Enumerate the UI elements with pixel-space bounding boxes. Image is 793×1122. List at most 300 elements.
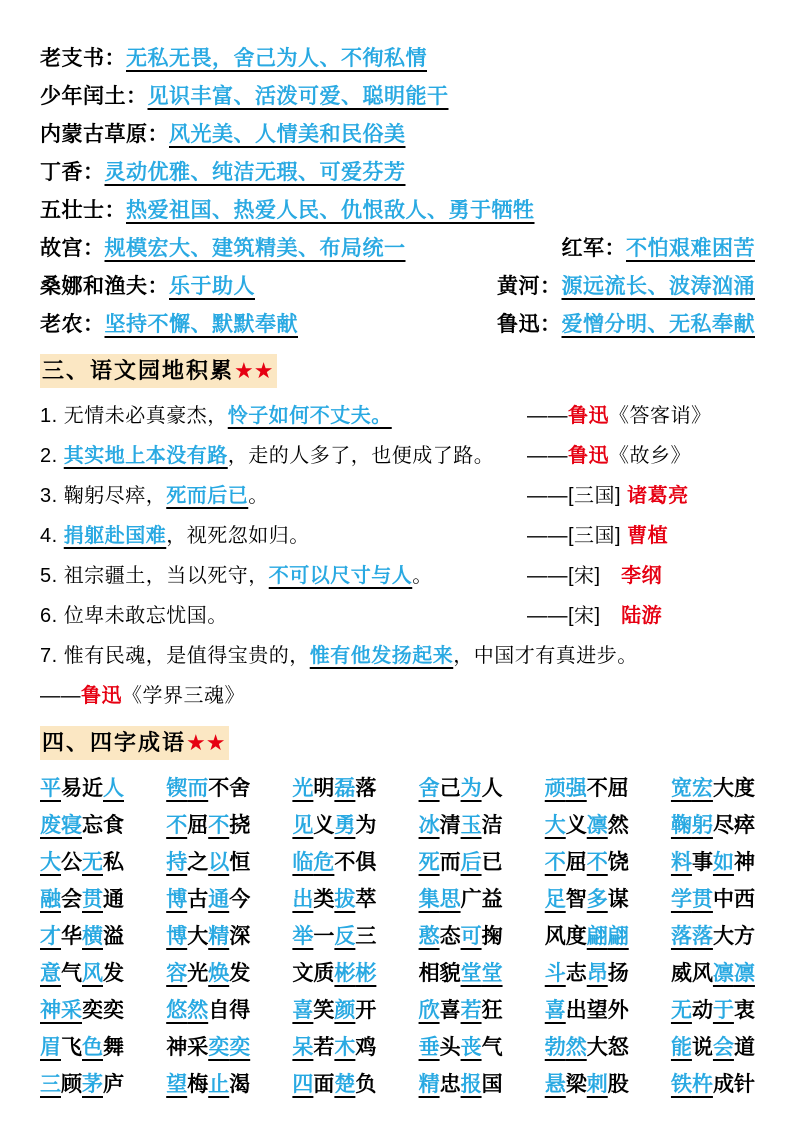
trait-pair — [40, 192, 535, 230]
idiom-char: 恒 — [229, 851, 251, 874]
idiom-char: 焕 — [208, 962, 230, 985]
idiom-char: 不 — [334, 851, 356, 874]
idiom-char: 屈 — [607, 777, 629, 800]
idiom-char: 丧 — [460, 1036, 482, 1059]
idiom-char: 私 — [103, 851, 124, 874]
idiom-char: 神 — [166, 1036, 188, 1059]
idioms-grid — [40, 770, 755, 1103]
quote-plain: 。 — [412, 565, 433, 587]
idiom-row — [40, 770, 755, 807]
trait-value: 见识丰富、活泼可爱、聪明能干 — [147, 85, 449, 108]
idiom — [671, 955, 755, 992]
trait-pair — [497, 268, 755, 306]
idiom-char: 翩 — [607, 925, 629, 948]
quote-row — [40, 636, 755, 676]
idiom-char: 面 — [313, 1073, 335, 1096]
trait-label: 五壮士： — [40, 199, 126, 222]
idiom-char: 才 — [40, 925, 61, 948]
idiom-char: 报 — [460, 1073, 482, 1096]
idiom-char: 集 — [418, 888, 440, 911]
idiom-char: 俱 — [355, 851, 377, 874]
idiom-char: 梅 — [187, 1073, 209, 1096]
idiom-char: 尽 — [712, 814, 734, 837]
idiom — [40, 1066, 124, 1103]
idiom-char: 己 — [439, 777, 461, 800]
trait-value: 爱憎分明、无私奉献 — [561, 313, 755, 336]
idiom-char: 躬 — [691, 814, 713, 837]
idiom-char: 事 — [691, 851, 713, 874]
trait-pair — [40, 230, 406, 268]
quote-plain: 4. — [40, 525, 64, 547]
quote-row — [40, 596, 755, 636]
attribution-prefix: —— — [527, 405, 568, 427]
idiom-char: 舞 — [103, 1036, 124, 1059]
idiom — [292, 807, 376, 844]
idiom-char: 平 — [40, 777, 61, 800]
idiom-char: 止 — [208, 1073, 230, 1096]
idiom — [671, 1029, 755, 1066]
idiom-char: 奕 — [103, 999, 124, 1022]
idiom — [671, 844, 755, 881]
trait-row — [40, 116, 755, 154]
idiom — [419, 881, 503, 918]
idiom-char: 气 — [61, 962, 82, 985]
idiom — [545, 807, 629, 844]
idiom — [40, 955, 124, 992]
idiom-char: 喜 — [439, 999, 461, 1022]
idiom-char: 喜 — [292, 999, 314, 1022]
idiom-char: 今 — [229, 888, 251, 911]
idiom-char: 落 — [670, 925, 692, 948]
quote-plain: 3. 鞠躬尽瘁， — [40, 485, 167, 507]
idiom-char: 锲 — [166, 777, 188, 800]
idiom-char: 不 — [208, 777, 230, 800]
idiom — [166, 1066, 250, 1103]
idiom-char: 凛 — [586, 814, 608, 837]
idiom-char: 容 — [166, 962, 188, 985]
quotes-section — [40, 396, 755, 676]
idiom-char: 大 — [544, 814, 566, 837]
quote-text — [40, 516, 527, 556]
trait-value: 源远流长、波涛汹涌 — [561, 275, 755, 298]
idiom — [40, 807, 124, 844]
idiom-char: 然 — [565, 1036, 587, 1059]
idiom-char: 拔 — [334, 888, 356, 911]
idiom-char: 昂 — [586, 962, 608, 985]
trait-row — [40, 230, 755, 268]
idiom-char: 负 — [355, 1073, 377, 1096]
idiom-char: 梁 — [565, 1073, 587, 1096]
idiom-char: 顾 — [61, 1073, 82, 1096]
quote-attribution — [527, 556, 755, 596]
idiom-char: 屈 — [565, 851, 587, 874]
idiom-char: 翩 — [586, 925, 608, 948]
idiom-char: 明 — [313, 777, 335, 800]
idiom — [671, 1066, 755, 1103]
idiom-char: 三 — [40, 1073, 61, 1096]
trait-label: 丁香： — [40, 161, 105, 184]
quote-highlight: 其实地上本没有路 — [63, 445, 228, 467]
idiom-char: 风 — [691, 962, 713, 985]
idiom-char: 欣 — [418, 999, 440, 1022]
idiom-char: 奕 — [229, 1036, 251, 1059]
idiom-char: 贯 — [691, 888, 713, 911]
idiom-char: 而 — [439, 851, 461, 874]
trait-pair — [40, 306, 298, 344]
quote-attribution — [527, 476, 755, 516]
idiom — [671, 918, 755, 955]
idiom-char: 反 — [334, 925, 356, 948]
idiom-char: 自 — [208, 999, 230, 1022]
idiom-char: 成 — [712, 1073, 734, 1096]
idiom-char: 谋 — [607, 888, 629, 911]
idiom — [40, 770, 124, 807]
idiom-char: 国 — [481, 1073, 503, 1096]
idiom-char: 清 — [439, 814, 461, 837]
idiom — [671, 992, 755, 1029]
idiom-char: 志 — [565, 962, 587, 985]
idiom-char: 华 — [61, 925, 82, 948]
idiom-char: 四 — [292, 1073, 314, 1096]
idiom-char: 博 — [166, 925, 188, 948]
idiom-char: 扬 — [607, 962, 629, 985]
idiom-char: 无 — [670, 999, 692, 1022]
trait-pair — [562, 230, 756, 268]
trait-row — [40, 268, 755, 306]
idiom-char: 忘 — [82, 814, 103, 837]
idiom-char: 如 — [712, 851, 734, 874]
idiom-char: 已 — [481, 851, 503, 874]
idiom-char: 为 — [355, 814, 377, 837]
idiom — [292, 1029, 376, 1066]
idiom-row — [40, 844, 755, 881]
section4-header — [40, 726, 229, 760]
trait-value: 不怕艰难困苦 — [626, 237, 755, 260]
idiom-char: 神 — [733, 851, 755, 874]
closing-attribution — [40, 676, 755, 716]
idiom-char: 勃 — [544, 1036, 566, 1059]
idiom-char: 无 — [82, 851, 103, 874]
idiom-char: 庐 — [103, 1073, 124, 1096]
idiom-char: 横 — [82, 925, 103, 948]
idiom — [545, 955, 629, 992]
attribution-prefix: ——[三国] — [527, 525, 628, 547]
idiom-char: 精 — [208, 925, 230, 948]
trait-value: 热爱祖国、热爱人民、仇恨敌人、勇于牺牲 — [126, 199, 535, 222]
idiom — [419, 1029, 503, 1066]
trait-label: 鲁迅： — [497, 313, 562, 336]
idiom-char: 可 — [460, 925, 482, 948]
idiom-char: 大 — [712, 777, 734, 800]
idiom-char: 以 — [208, 851, 230, 874]
idiom-char: 悠 — [166, 999, 188, 1022]
quote-highlight: 惟有他发扬起来 — [309, 645, 454, 667]
idiom-char: 凛 — [733, 962, 755, 985]
idiom-char: 大 — [187, 925, 209, 948]
idiom-char: 强 — [565, 777, 587, 800]
idiom-char: 憨 — [418, 925, 440, 948]
idiom-char: 大 — [40, 851, 61, 874]
quote-text — [40, 396, 527, 436]
idiom-char: 斗 — [544, 962, 566, 985]
idiom-char: 外 — [607, 999, 629, 1022]
idiom-char: 大 — [712, 925, 734, 948]
idiom-char: 颜 — [334, 999, 356, 1022]
idiom — [419, 807, 503, 844]
idiom-char: 举 — [292, 925, 314, 948]
idiom — [40, 1029, 124, 1066]
trait-row — [40, 78, 755, 116]
idiom-char: 垂 — [418, 1036, 440, 1059]
trait-value: 灵动优雅、纯洁无瑕、可爱芬芳 — [104, 161, 406, 184]
idiom-char: 得 — [229, 999, 251, 1022]
quote-attribution — [527, 596, 755, 636]
idiom-char: 落 — [355, 777, 377, 800]
idiom-char: 笑 — [313, 999, 335, 1022]
attribution-prefix: ——[宋] — [527, 605, 622, 627]
idiom — [166, 1029, 250, 1066]
idiom-char: 洁 — [481, 814, 503, 837]
idiom-char: 而 — [187, 777, 209, 800]
trait-label: 故宫： — [40, 237, 105, 260]
idiom-row — [40, 1029, 755, 1066]
idiom-char: 刺 — [586, 1073, 608, 1096]
idiom-char: 风 — [82, 962, 103, 985]
idiom — [545, 992, 629, 1029]
trait-label: 黄河： — [497, 275, 562, 298]
idiom-char: 萃 — [355, 888, 377, 911]
idiom-char: 然 — [187, 999, 209, 1022]
idiom-char: 多 — [586, 888, 608, 911]
idiom-char: 神 — [40, 999, 61, 1022]
idiom — [292, 881, 376, 918]
trait-row — [40, 154, 755, 192]
quote-row — [40, 516, 755, 556]
section3-header — [40, 354, 277, 388]
attribution-author: 鲁迅 — [81, 685, 122, 707]
idiom-char: 杵 — [691, 1073, 713, 1096]
idiom-char: 贯 — [82, 888, 103, 911]
trait-pair — [40, 40, 427, 78]
idiom-char: 临 — [292, 851, 314, 874]
idiom-row — [40, 881, 755, 918]
idiom-char: 说 — [691, 1036, 713, 1059]
idiom — [292, 992, 376, 1029]
idiom — [166, 807, 250, 844]
idiom — [671, 881, 755, 918]
quote-row — [40, 556, 755, 596]
idiom-char: 通 — [208, 888, 230, 911]
idiom-char: 不 — [208, 814, 230, 837]
idiom-char: 若 — [313, 1036, 335, 1059]
idiom-char: 瘁 — [733, 814, 755, 837]
section4-stars: ★★ — [186, 730, 226, 755]
idiom-char: 大 — [586, 1036, 608, 1059]
idiom-char: 发 — [229, 962, 251, 985]
attribution-work: 《答客诮》 — [609, 405, 712, 427]
idiom-char: 渴 — [229, 1073, 251, 1096]
idiom-char: 废 — [40, 814, 61, 837]
trait-value: 无私无畏，舍己为人、不徇私情 — [126, 47, 427, 70]
idiom-char: 鞠 — [670, 814, 692, 837]
idiom — [671, 807, 755, 844]
idiom-char: 宏 — [691, 777, 713, 800]
section3-stars: ★★ — [234, 358, 274, 383]
quote-plain: ，中国才有真进步。 — [453, 645, 638, 667]
idiom-char: 近 — [82, 777, 103, 800]
idiom-char: 宽 — [670, 777, 692, 800]
idiom — [40, 844, 124, 881]
quote-row — [40, 396, 755, 436]
idiom-char: 茅 — [82, 1073, 103, 1096]
section4-title: 四、四字成语 — [42, 730, 187, 755]
idiom-char: 冰 — [418, 814, 440, 837]
idiom-char: 挠 — [229, 814, 251, 837]
quote-plain: 6. 位卑未敢忘忧国。 — [40, 605, 228, 627]
idiom-char: 食 — [103, 814, 124, 837]
idiom — [166, 955, 250, 992]
idiom-char: 悬 — [544, 1073, 566, 1096]
idiom-char: 思 — [439, 888, 461, 911]
idiom-char: 头 — [439, 1036, 461, 1059]
quote-attribution — [527, 436, 755, 476]
idiom-char: 呆 — [292, 1036, 314, 1059]
quote-attribution — [527, 516, 755, 556]
idiom — [166, 844, 250, 881]
idiom-char: 见 — [292, 814, 314, 837]
trait-pair — [40, 268, 255, 306]
idiom-char: 易 — [61, 777, 82, 800]
idiom-char: 溢 — [103, 925, 124, 948]
idiom-char: 堂 — [460, 962, 482, 985]
idiom — [545, 1066, 629, 1103]
idiom-char: 危 — [313, 851, 335, 874]
trait-label: 老支书： — [40, 47, 126, 70]
trait-value: 风光美、人情美和民俗美 — [169, 123, 406, 146]
idiom — [419, 918, 503, 955]
idiom-char: 勇 — [334, 814, 356, 837]
idiom-char: 屈 — [187, 814, 209, 837]
idiom-char: 然 — [607, 814, 629, 837]
idiom — [166, 881, 250, 918]
idiom-char: 衷 — [733, 999, 755, 1022]
idiom-char: 凛 — [712, 962, 734, 985]
idiom-char: 顽 — [544, 777, 566, 800]
idiom-char: 后 — [460, 851, 482, 874]
trait-label: 内蒙古草原： — [40, 123, 169, 146]
idiom-char: 足 — [544, 888, 566, 911]
trait-label: 桑娜和渔夫： — [40, 275, 169, 298]
idiom-char: 掬 — [481, 925, 503, 948]
trait-label: 少年闰土： — [40, 85, 148, 108]
idiom-char: 相 — [418, 962, 440, 985]
idiom-char: 义 — [565, 814, 587, 837]
idiom — [545, 918, 629, 955]
idiom-char: 度 — [565, 925, 587, 948]
character-traits-section — [40, 40, 755, 344]
idiom-char: 不 — [586, 777, 608, 800]
quote-plain: 5. 祖宗疆土，当以死守， — [40, 565, 269, 587]
quote-plain: ，走的人多了，也便成了路。 — [227, 445, 495, 467]
idiom-char: 鸡 — [355, 1036, 377, 1059]
idiom-char: 貌 — [439, 962, 461, 985]
attribution-work: 《学界三魂》 — [122, 685, 245, 707]
idiom-char: 于 — [712, 999, 734, 1022]
idiom-char: 方 — [733, 925, 755, 948]
idiom-char: 风 — [544, 925, 566, 948]
idiom-char: 舍 — [418, 777, 440, 800]
quote-text — [40, 476, 527, 516]
idiom-char: 舍 — [229, 777, 251, 800]
quote-plain: 1. 无情未必真豪杰， — [40, 405, 228, 427]
idiom-char: 彬 — [355, 962, 377, 985]
quote-row — [40, 476, 755, 516]
idiom — [292, 1066, 376, 1103]
trait-value: 乐于助人 — [169, 275, 255, 298]
idiom-char: 寝 — [61, 814, 82, 837]
idiom — [671, 770, 755, 807]
idiom-row — [40, 918, 755, 955]
idiom-char: 中 — [712, 888, 734, 911]
trait-value: 规模宏大、建筑精美、布局统一 — [104, 237, 406, 260]
idiom-char: 出 — [565, 999, 587, 1022]
idiom-char: 磊 — [334, 777, 356, 800]
idiom-char: 饶 — [607, 851, 629, 874]
idiom — [419, 770, 503, 807]
idiom-char: 奕 — [208, 1036, 230, 1059]
idiom-char: 死 — [418, 851, 440, 874]
trait-label: 老农： — [40, 313, 105, 336]
trait-label: 红军： — [561, 237, 626, 260]
idiom-char: 道 — [733, 1036, 755, 1059]
idiom-char: 类 — [313, 888, 335, 911]
idiom-char: 望 — [586, 999, 608, 1022]
idiom-row — [40, 807, 755, 844]
quote-text — [40, 436, 527, 476]
idiom-row — [40, 955, 755, 992]
quote-highlight: 不可以尺寸与人 — [268, 565, 413, 587]
idiom — [545, 881, 629, 918]
idiom-char: 怒 — [607, 1036, 629, 1059]
idiom — [292, 918, 376, 955]
idiom — [419, 992, 503, 1029]
attribution-author: 李纲 — [621, 565, 663, 587]
idiom-char: 光 — [292, 777, 314, 800]
trait-pair — [40, 116, 406, 154]
idiom — [40, 992, 124, 1029]
idiom-char: 落 — [691, 925, 713, 948]
idiom-char: 能 — [670, 1036, 692, 1059]
attribution-prefix: ——[宋] — [527, 565, 622, 587]
trait-pair — [40, 78, 449, 116]
idiom — [166, 992, 250, 1029]
idiom-char: 楚 — [334, 1073, 356, 1096]
idiom-char: 不 — [544, 851, 566, 874]
idiom-char: 采 — [61, 999, 82, 1022]
attribution-prefix: —— — [40, 685, 81, 707]
quote-highlight: 捐躯赴国难 — [63, 525, 167, 547]
idiom-char: 色 — [82, 1036, 103, 1059]
idiom — [545, 770, 629, 807]
idiom-char: 广 — [460, 888, 482, 911]
idiom-char: 度 — [733, 777, 755, 800]
idiom-char: 古 — [187, 888, 209, 911]
idiom-char: 持 — [166, 851, 188, 874]
attribution-author: 曹植 — [627, 525, 669, 547]
idiom-char: 益 — [481, 888, 503, 911]
idiom-char: 精 — [418, 1073, 440, 1096]
attribution-author: 鲁迅 — [568, 405, 609, 427]
